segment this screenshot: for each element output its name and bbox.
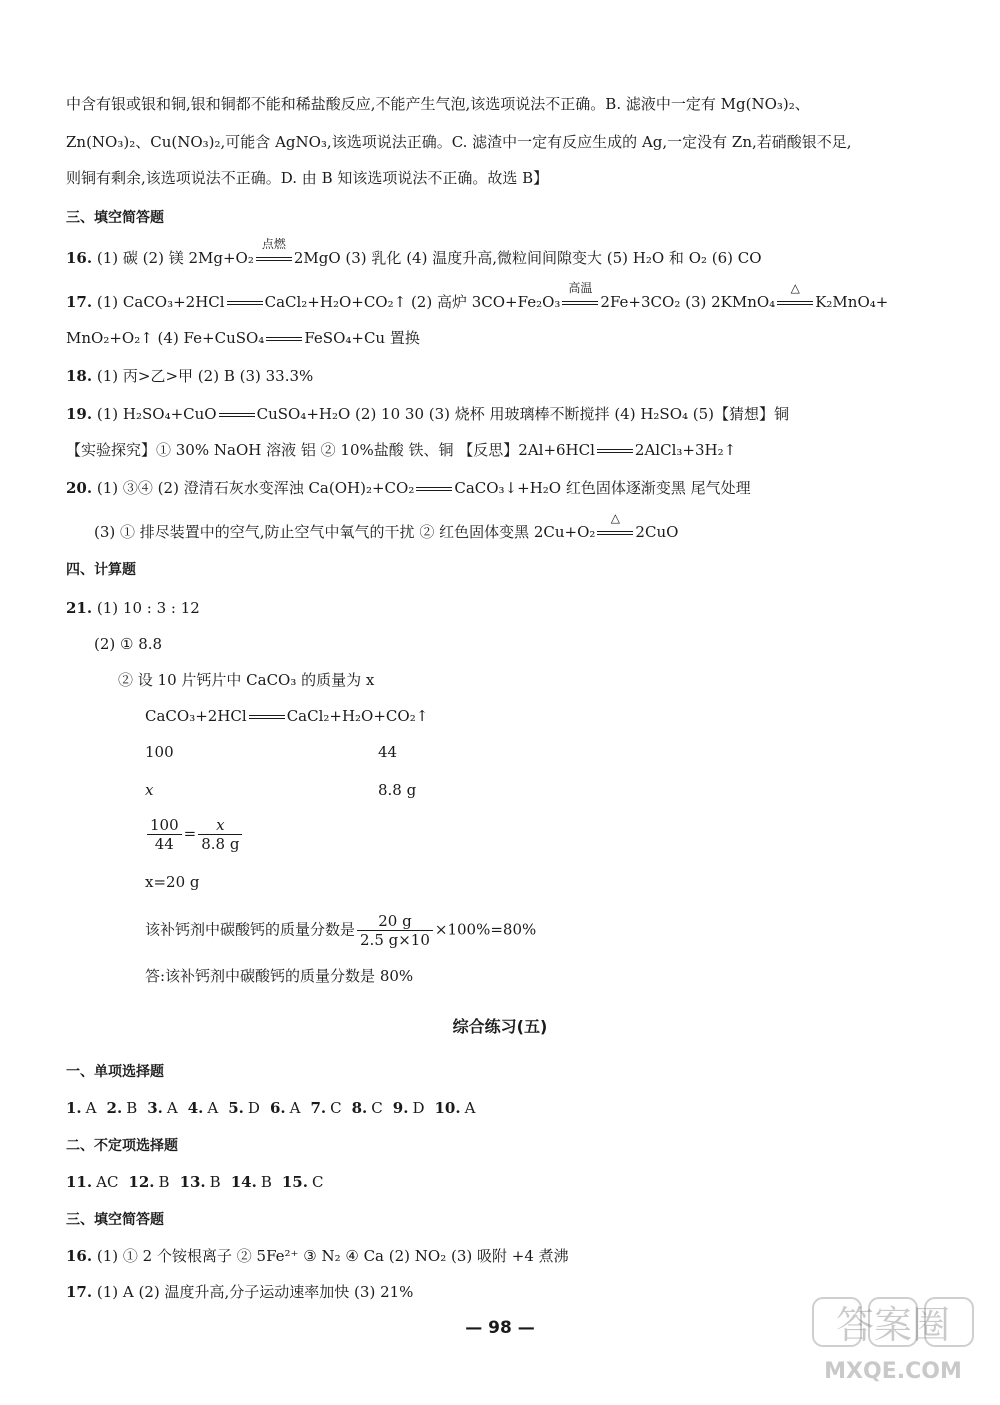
answer-choice: D (412, 1099, 425, 1117)
answer-choice: C (311, 1173, 324, 1191)
question-number: 3. (147, 1099, 163, 1117)
question-number: 7. (310, 1099, 327, 1117)
q16-part-b: 2MgO (3) 乳化 (4) 温度升高,微粒间间隙变大 (5) H₂O 和 O₂ (6) CO (293, 249, 762, 267)
answer-choice: B (158, 1173, 170, 1191)
equals-sign (266, 337, 302, 341)
q19-part-b: CuSO₄+H₂O (2) 10 30 (3) 烧杯 用玻璃棒不断搅拌 (4) H₂SO₄ (5)【猜想】铜 (256, 405, 790, 423)
q20-part-b: CaCO₃↓+H₂O 红色固体逐渐变黑 尾气处理 (454, 479, 751, 497)
equals-sign (219, 413, 255, 417)
q17-part-d: K₂MnO₄+ (815, 293, 889, 311)
answer-choice: B (126, 1099, 138, 1117)
equation-right: CaCl₂+H₂O+CO₂↑ (286, 707, 429, 725)
section-heading-multi: 二、不定项选择题 (66, 1138, 178, 1154)
denominator: 44 (154, 835, 174, 853)
q17-line2-a: MnO₂+O₂↑ (4) Fe+CuSO₄ (66, 329, 265, 347)
answer-choice: A (464, 1099, 476, 1117)
q17-line-1 (66, 281, 889, 312)
fraction (198, 816, 242, 853)
q20-line-2 (94, 511, 679, 542)
question-number: 21. (66, 599, 93, 617)
q20-line2-a: (3) ① 排尽装置中的空气,防止空气中氧气的干扰 ② 红色固体变黑 2Cu+O₂ (94, 523, 596, 541)
mass-row-2-col2: 8.8 g (378, 781, 417, 799)
section-heading-single: 一、单项选择题 (66, 1064, 164, 1080)
question-number: 11. (66, 1173, 93, 1191)
answer-choice: A (85, 1099, 97, 1117)
question-number: 17. (66, 293, 93, 311)
q17-part-a: (1) CaCO₃+2HCl (96, 293, 225, 311)
numerator: 20 g (357, 912, 433, 931)
q17-line-2 (66, 328, 420, 348)
equals: = (183, 824, 197, 843)
reaction-arrow (595, 511, 635, 542)
n16-text: (1) ① 2 个铵根离子 ② 5Fe²⁺ ③ N₂ ④ Ca (2) NO₂ (3) 吸附 +4 煮沸 (96, 1247, 569, 1265)
question-number: 18. (66, 367, 93, 385)
intro-line-2: Zn(NO₃)₂、Cu(NO₃)₂,可能含 AgNO₃,该选项说法正确。C. 滤渣中一定有反应生成的 Ag,一定没有 Zn,若硝酸银不足, (66, 133, 852, 151)
question-number: 14. (230, 1173, 257, 1191)
proportion (145, 816, 244, 853)
q21-line-1 (66, 598, 200, 618)
question-number: 5. (228, 1099, 244, 1117)
q17-part-c: 2Fe+3CO₂ (3) 2KMnO₄ (600, 293, 776, 311)
n17-text: (1) A (2) 温度升高,分子运动速率加快 (3) 21% (96, 1283, 414, 1301)
answer-choice: A (289, 1099, 301, 1117)
answer-choice: B (209, 1173, 221, 1191)
question-number: 10. (434, 1099, 461, 1117)
numerator: x (198, 816, 242, 835)
question-number: 13. (179, 1173, 206, 1191)
q19-line-2 (66, 440, 736, 460)
question-number: 15. (281, 1173, 308, 1191)
denominator: 8.8 g (201, 835, 240, 853)
fraction (357, 912, 433, 949)
mass-row-2 (145, 780, 153, 800)
q21-part1: (1) 10 : 3 : 12 (96, 599, 200, 617)
answer-line: 答:该补钙剂中碳酸钙的质量分数是 80% (145, 967, 414, 985)
q16-line (66, 237, 762, 268)
denominator: 2.5 g×10 (360, 931, 430, 949)
watermark-url: MXQE.COM (824, 1359, 962, 1384)
answer-choice: A (166, 1099, 178, 1117)
numerator: 100 (147, 816, 182, 835)
reaction-condition: △ (790, 281, 800, 295)
page-number: — 98 — (465, 1318, 535, 1338)
q21-line-2: (2) ① 8.8 (94, 635, 163, 653)
question-number: 16. (66, 249, 93, 267)
q21-equation (145, 706, 428, 726)
equals-sign (227, 301, 263, 305)
question-number: 20. (66, 479, 93, 497)
q19-line2-a: 【实验探究】① 30% NaOH 溶液 铝 ② 10%盐酸 铁、铜 【反思】2Al+6HCl (66, 441, 595, 459)
mass-row-1 (145, 742, 174, 762)
q19-line2-b: 2AlCl₃+3H₂↑ (634, 441, 737, 459)
q20-part-a: (1) ③④ (2) 澄清石灰水变浑浊 Ca(OH)₂+CO₂ (96, 479, 415, 497)
section-heading-calc: 四、计算题 (66, 562, 136, 578)
q17-part-b: CaCl₂+H₂O+CO₂↑ (2) 高炉 3CO+Fe₂O₃ (264, 293, 561, 311)
section-heading-fill-2: 三、填空简答题 (66, 1212, 164, 1228)
mass-row-1-col2: 44 (378, 743, 398, 761)
intro-line-1: 中含有银或银和铜,银和铜都不能和稀盐酸反应,不能产生气泡,该选项说法不正确。B. 滤液中一定有 Mg(NO₃)₂、 (66, 95, 810, 113)
question-number: 8. (351, 1099, 368, 1117)
mass-fraction-label: 该补钙剂中碳酸钙的质量分数是 (145, 920, 356, 939)
mass-fraction-line (145, 912, 536, 949)
equals-sign (249, 715, 285, 719)
reaction-arrow (560, 281, 600, 312)
answer-choice: B (260, 1173, 272, 1191)
n16-line (66, 1246, 569, 1266)
question-number: 1. (66, 1099, 82, 1117)
answer-choice: D (247, 1099, 260, 1117)
answers-single (66, 1098, 485, 1118)
watermark-logo (807, 1292, 982, 1387)
mass-value: 100 (145, 743, 174, 761)
answers-multi (66, 1172, 333, 1192)
question-number: 17. (66, 1283, 93, 1301)
equals-sign (416, 487, 452, 491)
q17-line2-b: FeSO₄+Cu 置换 (304, 329, 420, 347)
answer-choice: AC (96, 1173, 119, 1191)
q18-text: (1) 丙>乙>甲 (2) B (3) 33.3% (96, 367, 314, 385)
reaction-arrow (254, 237, 294, 268)
question-number: 4. (187, 1099, 204, 1117)
n17-line (66, 1282, 413, 1302)
question-number: 19. (66, 405, 93, 423)
question-number: 16. (66, 1247, 93, 1265)
mass-variable: x (145, 781, 154, 799)
reaction-condition: 高温 (568, 281, 593, 295)
section-heading-fill: 三、填空简答题 (66, 210, 164, 226)
intro-line-3: 则铜有剩余,该选项说法不正确。D. 由 B 知该选项说法不正确。故选 B】 (66, 169, 549, 187)
answer-choice: C (371, 1099, 383, 1117)
q16-part-a: (1) 碳 (2) 镁 2Mg+O₂ (96, 249, 254, 267)
equals-sign (597, 449, 633, 453)
answer-choice: A (207, 1099, 219, 1117)
question-number: 2. (106, 1099, 123, 1117)
q18-line (66, 366, 313, 386)
question-number: 12. (128, 1173, 155, 1191)
question-number: 9. (392, 1099, 409, 1117)
q20-line2-b: 2CuO (635, 523, 679, 541)
q19-part-a: (1) H₂SO₄+CuO (96, 405, 217, 423)
result-line: x=20 g (145, 873, 200, 891)
q19-line-1 (66, 404, 789, 424)
watermark-text: 答案圈 (835, 1303, 951, 1347)
fraction (147, 816, 182, 853)
mass-fraction-result: ×100%=80% (434, 920, 537, 939)
equation-left: CaCO₃+2HCl (145, 707, 247, 725)
q21-line-3: ② 设 10 片钙片中 CaCO₃ 的质量为 x (118, 671, 375, 689)
reaction-condition: △ (610, 511, 621, 525)
question-number: 6. (269, 1099, 286, 1117)
reaction-condition: 点燃 (261, 237, 286, 251)
section-title: 综合练习(五) (452, 1017, 548, 1036)
reaction-arrow (775, 281, 815, 312)
q20-line-1 (66, 478, 751, 498)
answer-choice: C (330, 1099, 342, 1117)
